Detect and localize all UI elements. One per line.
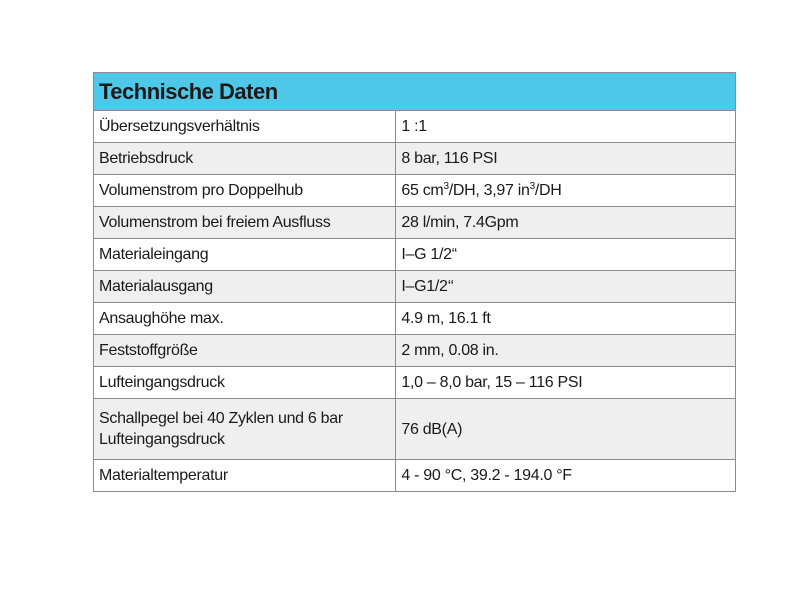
table-row: [94, 460, 736, 492]
row-label: Ansaughöhe max.: [94, 303, 396, 335]
row-label: Volumenstrom pro Doppelhub: [94, 175, 396, 207]
row-label: Materialtemperatur: [94, 460, 396, 492]
table-row: [94, 367, 736, 399]
table-header-row: [94, 73, 736, 111]
row-label-line: Schallpegel bei 40 Zyklen und 6 bar: [99, 410, 343, 427]
row-value: I–G1/2‘‘: [396, 271, 736, 303]
row-label-line: Lufteingangsdruck: [99, 431, 225, 448]
technical-data-table: [93, 72, 736, 492]
row-label: Betriebsdruck: [94, 143, 396, 175]
row-label: Lufteingangsdruck: [94, 367, 396, 399]
table-row: [94, 207, 736, 239]
row-value: 76 dB(A): [396, 399, 736, 460]
superscript: 3: [529, 181, 535, 192]
table-row: [94, 303, 736, 335]
row-value: 28 l/min, 7.4Gpm: [396, 207, 736, 239]
table-title: Technische Daten: [94, 73, 736, 111]
table-row: [94, 335, 736, 367]
row-label: Materialeingang: [94, 239, 396, 271]
table-row: [94, 111, 736, 143]
table-row: [94, 271, 736, 303]
row-value: 4 - 90 °C, 39.2 - 194.0 °F: [396, 460, 736, 492]
table-row: [94, 143, 736, 175]
value-part: /DH: [534, 182, 562, 199]
row-value: I–G 1/2“: [396, 239, 736, 271]
value-part: /DH, 3,97 in: [448, 182, 530, 199]
row-label: Feststoffgröße: [94, 335, 396, 367]
row-label: Volumenstrom bei freiem Ausfluss: [94, 207, 396, 239]
table-row: [94, 239, 736, 271]
row-value: 4.9 m, 16.1 ft: [396, 303, 736, 335]
table-row: [94, 175, 736, 207]
row-value: 2 mm, 0.08 in.: [396, 335, 736, 367]
row-value: [396, 175, 736, 207]
superscript: 3: [443, 181, 449, 192]
row-value: 8 bar, 116 PSI: [396, 143, 736, 175]
table-row: [94, 399, 736, 460]
row-value: 1 :1: [396, 111, 736, 143]
row-label: Materialausgang: [94, 271, 396, 303]
value-part: 65 cm: [401, 182, 444, 199]
row-value: 1,0 – 8,0 bar, 15 – 116 PSI: [396, 367, 736, 399]
row-label: Übersetzungsverhältnis: [94, 111, 396, 143]
row-label: [94, 399, 396, 460]
